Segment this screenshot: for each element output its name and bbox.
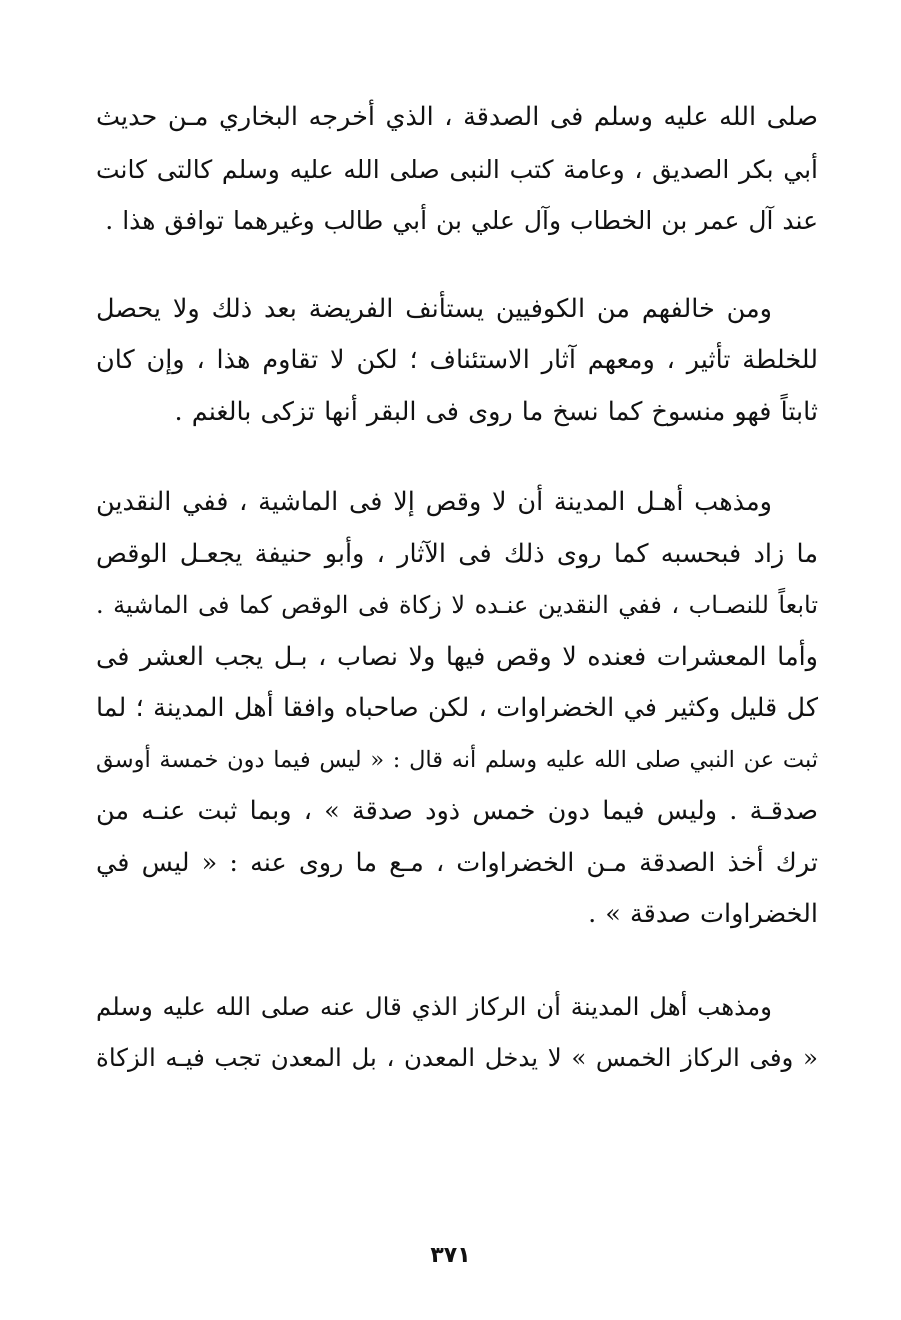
page-body [96, 92, 818, 1212]
paragraph-4 [96, 981, 818, 1084]
text-line: ما زاد فبحسبه كما روى ذلك فى الآثار ، وأبو حنيفة يجعـل الوقص [96, 538, 818, 569]
text-line: أبي بكر الصديق ، وعامة كتب النبى صلى الله عليه وسلم كالتى كانت [96, 154, 818, 184]
paragraph-3 [96, 477, 818, 941]
text-line: صدقـة . وليس فيما دون خمس ذود صدقة » ، وبما ثبت عنـه من [96, 796, 818, 826]
text-line: ومذهب أهل المدينة أن الركاز الذي قال عنه صلى الله عليه وسلم [96, 991, 772, 1021]
text-line: عند آل عمر بن الخطاب وآل علي بن أبي طالب وغيرهما توافق هذا . [105, 206, 818, 235]
text-line: ثبت عن النبي صلى الله عليه وسلم أنه قال : « ليس فيما دون خمسة أوسق [96, 746, 818, 773]
page-number: ٣٧١ [430, 1243, 471, 1268]
text-line: « وفى الركاز الخمس » لا يدخل المعدن ، بل المعدن تجب فيـه الزكاة [96, 1043, 818, 1072]
text-line: للخلطة تأثير ، ومعهم آثار الاستئناف ؛ لكن لا تقاوم هذا ، وإن كان [96, 345, 818, 375]
text-line: ثابتاً فهو منسوخ كما نسخ ما روى فى البقر أنها تزكى بالغنم . [174, 396, 818, 427]
text-line: ومن خالفهم من الكوفيين يستأنف الفريضة بعد ذلك ولا يحصل [96, 293, 772, 324]
paragraph-2 [96, 284, 818, 439]
text-line: ترك أخذ الصدقة مـن الخضراوات ، مـع ما روى عنه : « ليس في [96, 847, 818, 878]
text-line: تابعاً للنصـاب ، ففي النقدين عنـده لا زكاة فى الوقص كما فى الماشية . [96, 591, 818, 619]
text-line: صلى الله عليه وسلم فى الصدقة ، الذي أخرجه البخاري مـن حديث [96, 102, 818, 132]
text-line: كل قليل وكثير في الخضراوات ، لكن صاحباه وافقا أهل المدينة ؛ لما [96, 693, 818, 723]
text-line: وأما المعشرات فعنده لا وقص فيها ولا نصاب ، بـل يجب العشر فى [96, 641, 818, 672]
text-line: ومذهب أهـل المدينة أن لا وقص إلا فى الماشية ، ففي النقدين [96, 487, 772, 517]
paragraph-1 [96, 92, 818, 247]
text-line: الخضراوات صدقة » . [588, 899, 818, 929]
